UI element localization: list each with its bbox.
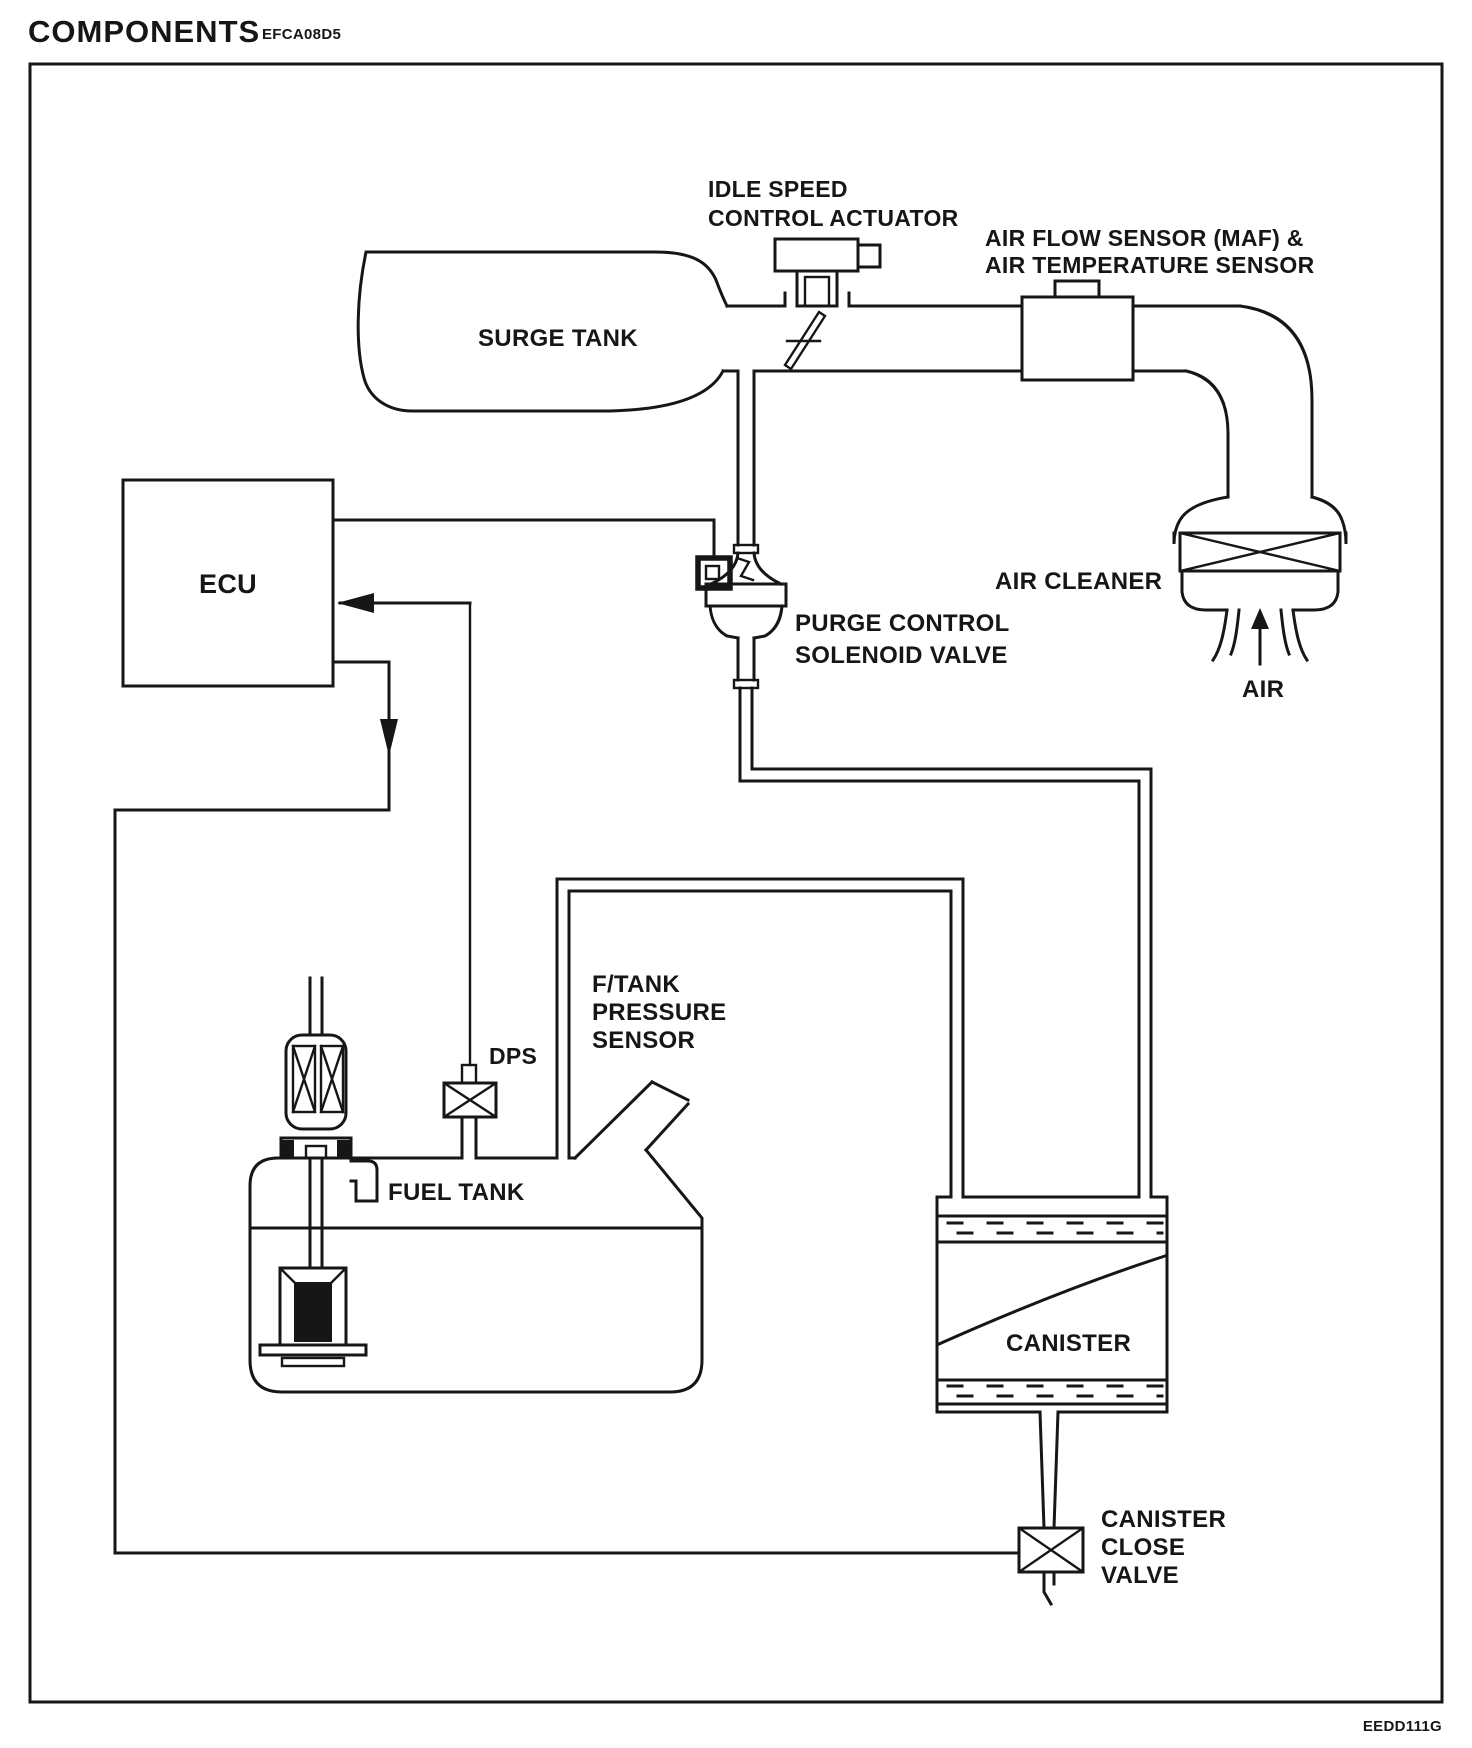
isca-label-line2: CONTROL ACTUATOR: [708, 205, 959, 231]
canister-breather-bands: [948, 1223, 1162, 1396]
purge-pipe: [740, 688, 1151, 1197]
ecu-label: ECU: [199, 569, 257, 599]
valve-arrow-glyph: [737, 558, 753, 580]
ecu-wire-to-canister-close-valve: [115, 662, 1019, 1553]
arrow-down-icon: [380, 719, 398, 756]
ecu-wire-to-purge-valve: [333, 520, 714, 558]
air-label: AIR: [1242, 676, 1285, 703]
surge-tank-label: SURGE TANK: [478, 325, 638, 352]
ccv-label-line1: CANISTER: [1101, 1506, 1227, 1533]
surge-tank: [358, 252, 727, 411]
ccv-label-line2: CLOSE: [1101, 1534, 1186, 1561]
fuel-filler-neck: [575, 1082, 688, 1158]
isca-connector: [858, 245, 880, 267]
air-cleaner-label: AIR CLEANER: [995, 568, 1163, 595]
dps-signal-wire: [337, 593, 470, 1065]
dps-valve: [444, 1043, 537, 1158]
fuel-pump: [260, 1158, 366, 1366]
ftank-label-line1: F/TANK: [592, 971, 681, 998]
canister-label: CANISTER: [1006, 1330, 1132, 1357]
figure-code: EEDD111G: [1362, 1718, 1442, 1735]
purge-control-solenoid-valve: [698, 371, 1010, 688]
maf-label-line2: AIR TEMPERATURE SENSOR: [985, 252, 1315, 278]
ftank-label-line3: SENSOR: [592, 1027, 696, 1054]
canister: [937, 1197, 1167, 1412]
ecu: [123, 480, 333, 686]
ccv-label-line3: VALVE: [1101, 1562, 1179, 1589]
throttle-plate: [785, 312, 825, 369]
ftank-label-line2: PRESSURE: [592, 999, 727, 1026]
maf-sensor: [985, 225, 1315, 380]
pressure-sensor-pipe: [557, 879, 963, 1197]
page-title: COMPONENTS: [28, 14, 261, 49]
maf-label-line1: AIR FLOW SENSOR (MAF) &: [985, 225, 1304, 251]
isca-label-line1: IDLE SPEED: [708, 176, 848, 202]
fuel-tank-label: FUEL TANK: [388, 1179, 525, 1206]
idle-speed-control-actuator: [708, 176, 959, 306]
air-flow-arrow-icon: [1251, 608, 1269, 664]
purge-valve-label-line2: SOLENOID VALVE: [795, 642, 1008, 669]
dps-label: DPS: [489, 1043, 538, 1069]
purge-valve-label-line1: PURGE CONTROL: [795, 610, 1010, 637]
canister-close-valve: [1019, 1412, 1226, 1604]
air-cleaner: [995, 497, 1346, 703]
maf-top-tab: [1055, 281, 1099, 297]
fuel-spigot: [351, 1161, 377, 1201]
page-title-code: EFCA08D5: [262, 26, 342, 43]
diagram-frame: [30, 64, 1442, 1702]
arrow-left-icon: [337, 593, 374, 613]
fuel-filter: [281, 978, 377, 1201]
